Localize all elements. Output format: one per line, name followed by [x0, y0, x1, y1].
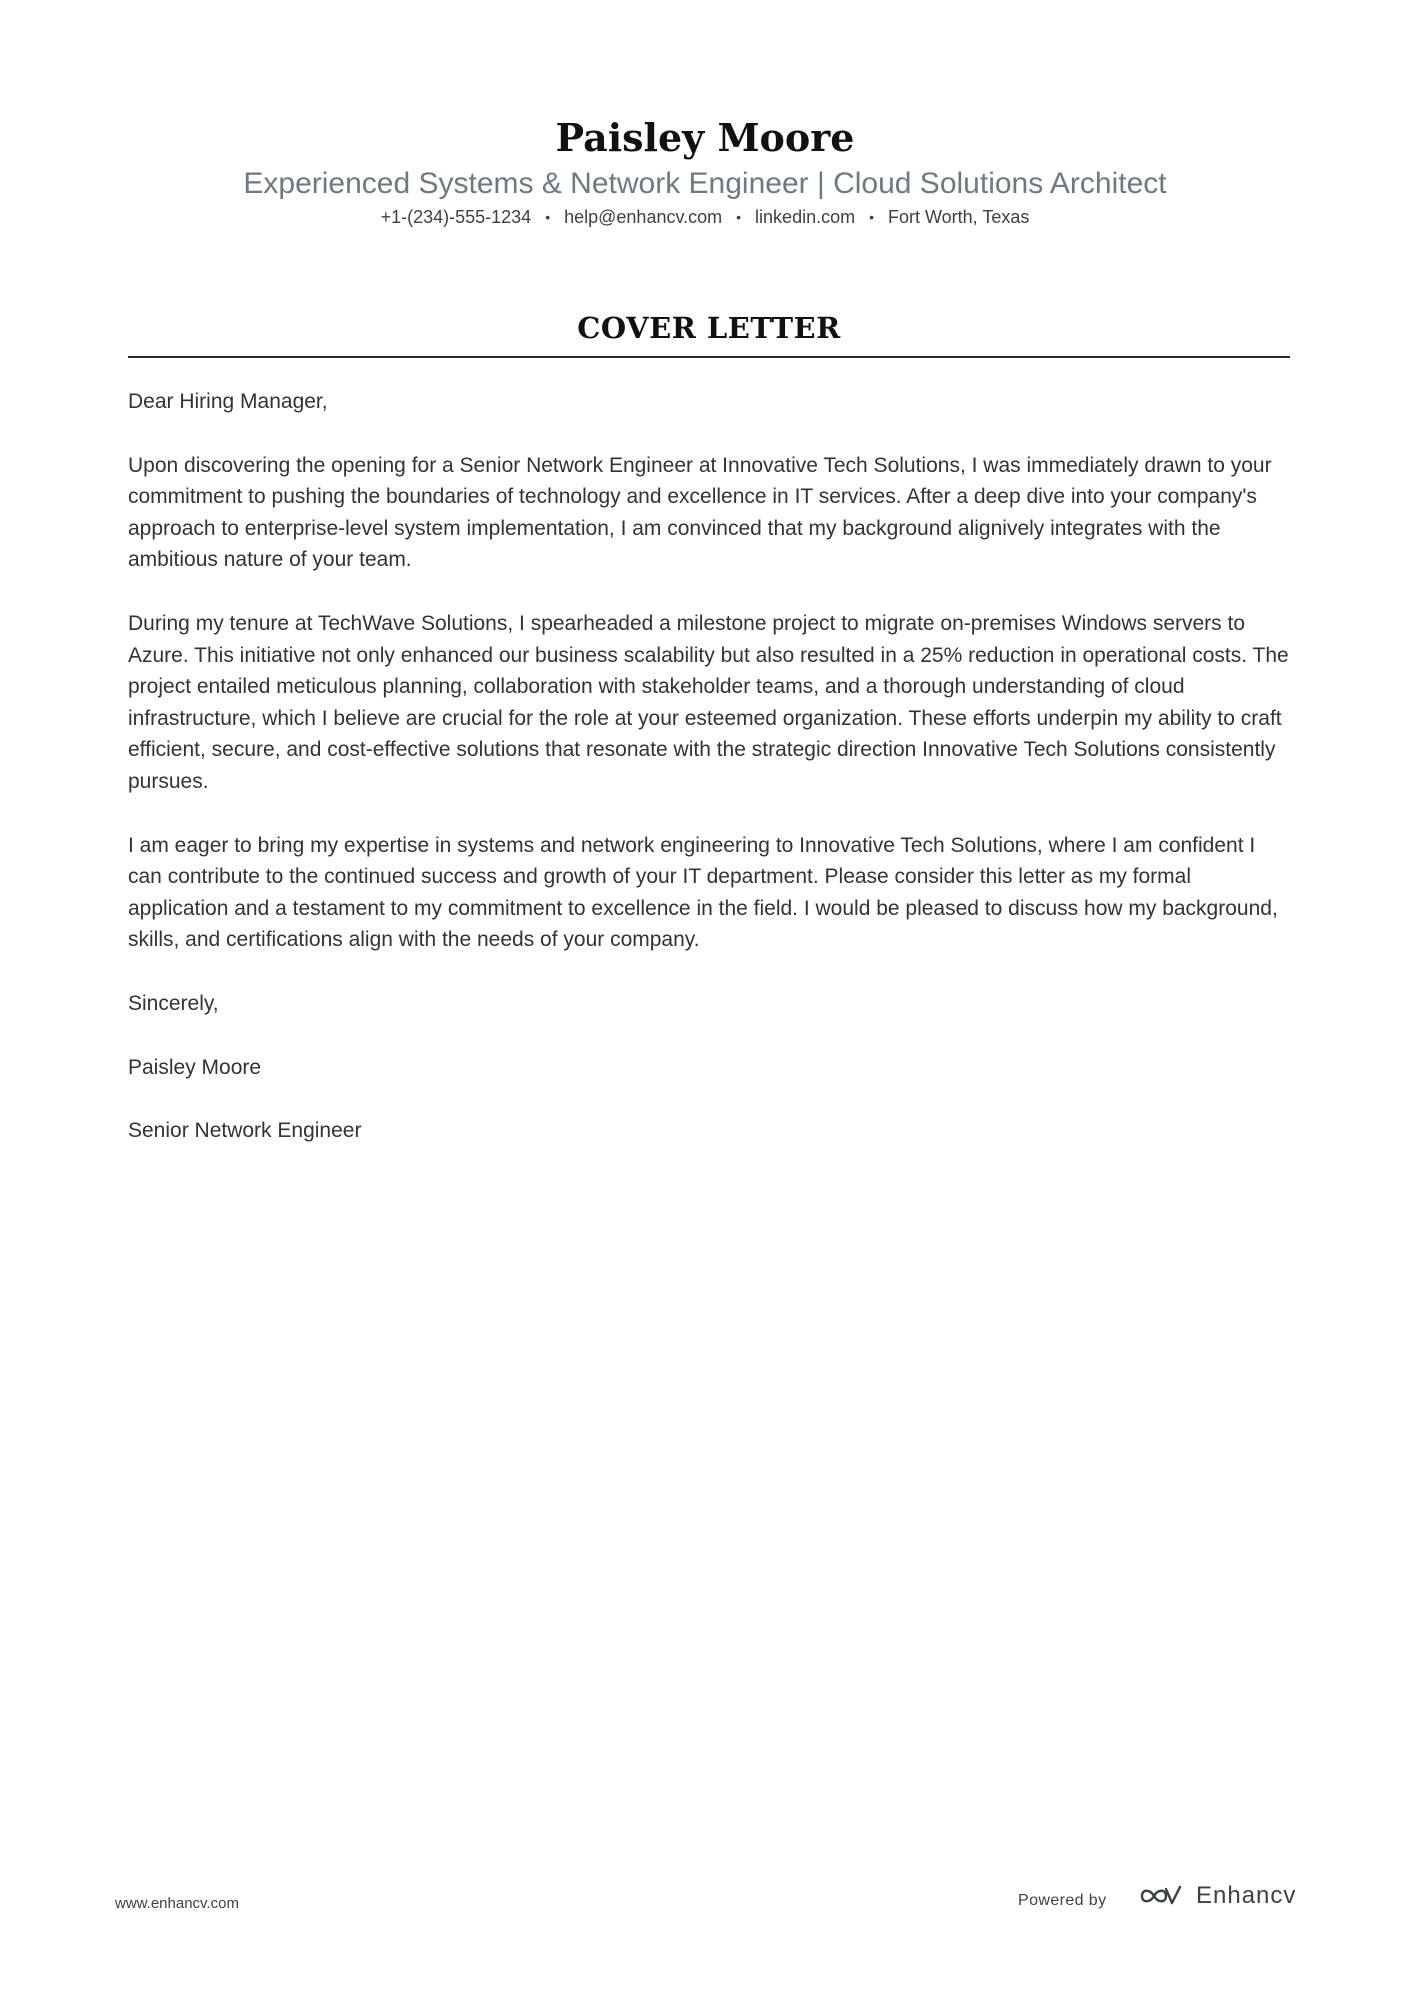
enhancv-logo-icon — [1138, 1883, 1184, 1909]
candidate-headline: Experienced Systems & Network Engineer | Cloud Solutions Architect — [243, 167, 1167, 200]
letter-body — [128, 386, 1290, 1179]
candidate-name: Paisley Moore — [555, 115, 855, 160]
brand-name: Enhancv — [1196, 1882, 1297, 1909]
powered-by-label: Powered by — [1018, 1892, 1107, 1909]
contact-separator: • — [869, 209, 874, 225]
section-title: COVER LETTER — [577, 311, 841, 345]
contact-phone: +1-(234)-555-1234 — [380, 207, 532, 227]
contact-line — [0, 204, 1410, 230]
contact-location: Fort Worth, Texas — [888, 207, 1030, 227]
letter-paragraph-1: Upon discovering the opening for a Senior Network Engineer at Innovative Tech Solutions, I was immediately drawn to your commitment to pushing the boundaries of technology and excellence in IT services. After a deep dive into your company's approach to enterprise-level system implementation, I am convinced that my background alignively integrates with the ambitious nature of your team. — [128, 453, 1272, 572]
header — [0, 112, 1410, 230]
contact-linkedin: linkedin.com — [755, 207, 856, 227]
signature-title: Senior Network Engineer — [128, 1119, 362, 1143]
brand-logo — [1138, 1882, 1296, 1910]
signature-name: Paisley Moore — [128, 1055, 262, 1079]
letter-paragraph-2: During my tenure at TechWave Solutions, I spearheaded a milestone project to migrate on-premises Windows servers to Azure. This initiative not only enhanced our business scalability but also resulted in a 25% reduction in operational costs. The project entailed meticulous planning, collaboration with stakeholder teams, and a thorough understanding of cloud infrastructure, which I believe are crucial for the role at your esteemed organization. These efforts underpin my ability to craft efficient, secure, and cost-effective solutions that resonate with the strategic direction Innovative Tech Solutions consistently pursues. — [128, 611, 1289, 793]
letter-closing: Sincerely, — [128, 991, 219, 1015]
footer-url: www.enhancv.com — [115, 1895, 239, 1912]
section-divider — [128, 356, 1290, 358]
contact-separator: • — [736, 209, 742, 225]
letter-paragraph-3: I am eager to bring my expertise in systems and network engineering to Innovative Tech Solutions, where I am confident I can contribute to the continued success and growth of your IT department. Please consider this letter as my formal application and a testament to my commitment to excellence in the field. I would be pleased to discuss how my background, skills, and certifications align with the needs of your company. — [128, 833, 1278, 952]
contact-separator: • — [545, 209, 551, 225]
letter-greeting: Dear Hiring Manager, — [128, 390, 328, 413]
contact-email: help@enhancv.com — [564, 207, 723, 227]
